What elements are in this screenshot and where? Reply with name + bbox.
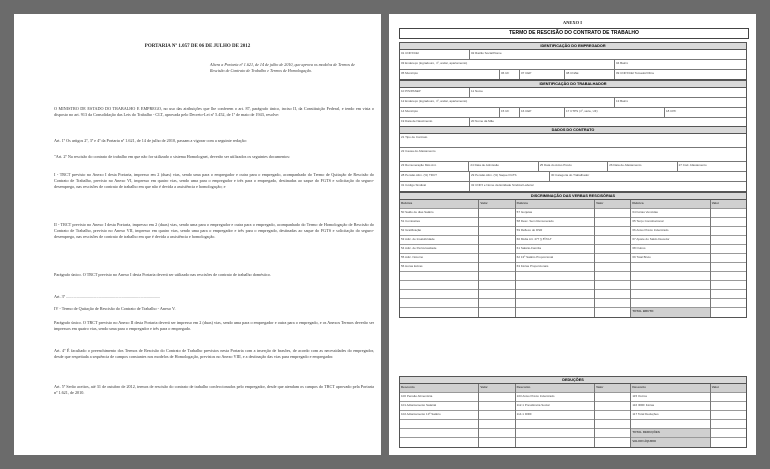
amount-row: 68 Outros <box>631 245 709 254</box>
amount-row: 65 Terço Constitucional <box>631 218 709 227</box>
deduction-row: 103 Aviso Prévio Indenizado <box>516 393 594 402</box>
column-header: Valor <box>479 384 514 393</box>
contract-section-header: DADOS DO CONTRATO <box>400 127 746 134</box>
form-field: 11 Nome <box>471 89 483 93</box>
column-header: Desconto <box>516 384 594 393</box>
column-header: Rubrica <box>516 200 594 209</box>
ordinance-abstract: Altera a Portaria nº 1.621, de 14 de julho de 2010, que aprova os modelos de Termos de Rescisão de Contrato de Trabalho e Termos de Homologação. <box>210 62 355 73</box>
form-field: 24 Data de Admissão <box>469 162 538 171</box>
form-field: 14 Município <box>400 108 500 117</box>
form-field: 23 Remuneração Mês Ant. <box>400 162 469 171</box>
item-1: I - TRCT previsto no Anexo I desta Portaria, impresso em 2 (duas) vias, sendo uma para o empregador e outra para o empregado, acompanhado do Termo de Quitação de Rescisão do Contrato de Trabalho, previsto no Anexo VI, impresso em quatro vias, sendo uma para o empregador e três para o empregado, destinadas ao saque do FGTS e solicitação do seguro-desemprego, nas rescisões de contrato de trabalho em que não é devida a assistência e homologação; e <box>54 172 374 189</box>
deduction-row: 116 IRRF Férias <box>631 402 709 411</box>
form-field: 08 CNAE <box>565 70 615 79</box>
contract-section <box>399 126 747 192</box>
form-field: 12 Endereço (logradouro, nº, andar, apartamento) <box>400 98 615 107</box>
form-field: 06 UF <box>500 70 520 79</box>
form-field: 26 Data de Afastamento <box>608 162 677 171</box>
column-header: Valor <box>711 200 746 209</box>
item-4: IV - Termo de Quitação de Rescisão do Contrato de Trabalho - Anexo V. <box>54 306 176 311</box>
amounts-section <box>399 192 747 318</box>
form-field: 25 Data do Aviso Prévio <box>539 162 608 171</box>
form-field: 16 CEP <box>520 108 565 117</box>
employer-section-header: IDENTIFICAÇÃO DO EMPREGADOR <box>400 43 746 50</box>
amount-row: 56 Horas Extras <box>400 263 478 272</box>
form-field: 28 Pensão Alim. (%) TRCT <box>400 172 470 181</box>
amount-row: 67 Ajuste do Saldo Devedor <box>631 236 709 245</box>
form-field: 19 Data de Nascimento <box>400 118 470 127</box>
deduction-row: 102 Adiantamento 13º Salário <box>400 411 478 420</box>
form-field: 32 CNPJ e Nome da Entidade Sindical Laboral <box>471 183 534 187</box>
amount-row: 54 Adic. de Periculosidade <box>400 245 478 254</box>
amount-row: 55 Adic. Noturno <box>400 254 478 263</box>
deduction-row: 101 Adiantamento Salarial <box>400 402 478 411</box>
form-field: 27 Cód. Afastamento <box>678 163 707 167</box>
column-header: Desconto <box>631 384 709 393</box>
form-field: 02 Razão Social/Nome <box>471 51 502 55</box>
column-header: Rubrica <box>631 200 709 209</box>
form-field: 17 CTPS (nº, série, UF) <box>565 108 665 117</box>
form-field: 29 Pensão Alim. (%) Saque FGTS <box>470 172 550 181</box>
form-field: 13 Bairro <box>616 99 629 103</box>
form-field: 09 CNPJ/CEI Tomador/Obra <box>616 71 654 75</box>
form-field: 15 UF <box>500 108 520 117</box>
form-field: 04 Bairro <box>616 61 629 65</box>
amount-row: 50 Saldo de dias Salário <box>400 209 478 218</box>
form-field: 10 PIS/PASEP <box>400 88 470 97</box>
amount-row: 59 Reflexo do DSR <box>516 227 594 236</box>
paragraph-1: Parágrafo único. O TRCT previsto no Anexo I desta Portaria deverá ser utilizado nas rescisões de contrato de trabalho doméstico. <box>54 272 271 277</box>
form-title: TERMO DE RESCISÃO DO CONTRATO DE TRABALHO <box>399 28 749 39</box>
left-document-page <box>14 14 381 455</box>
form-field: 31 Código Sindical <box>400 182 470 191</box>
amount-row: 60 Multa Art. 477 § 8º/CLT <box>516 236 594 245</box>
deduction-row: 114.1 IRRF <box>516 411 594 420</box>
article-4: Art. 4º É facultado o preenchimento dos Termos de Rescisão do Contrato de Trabalho previstos nesta Portaria com a inserção de brasões, de acordo com as necessidades do empregador, desde que respeitada a sequência de campos constantes nos modelos de Homologação, previstos no Anexo VIII, e a destinação das vias para empregado e empregador. <box>54 348 374 359</box>
ordinance-title: PORTARIA Nº 1.057 DE 06 DE JULHO DE 2012 <box>144 44 251 49</box>
amount-row: 64 Férias Vencidas <box>631 209 709 218</box>
article-5: Art. 5º Serão aceitos, até 31 de outubro de 2012, termos de rescisão do contrato de trabalho confeccionados pelo empregador, desde que atendam os campos do TRCT aprovado pela Portaria nº 1.621, de 2010. <box>54 384 374 395</box>
form-field: 21 Tipo de Contrato <box>401 135 428 139</box>
form-field: 03 Endereço (logradouro, nº, andar, apartamento) <box>400 60 615 69</box>
item-2: II - TRCT previsto no Anexo I desta Portaria, impresso em 2 (duas) vias, sendo uma para o empregador e outra para o empregado, acompanhado do Termo de Homologação de Rescisão do Contrato de Trabalho, previsto no Anexo VII, impresso em quatro vias, sendo uma para o empregador e três para o empregado, destinadas ao saque do FGTS e solicitação do seguro-desemprego, nas rescisões de contrato de trabalho em que é devida a assistência e homologação. <box>54 222 374 239</box>
amount-row: 52 Gratificação <box>400 227 478 236</box>
column-header: Desconto <box>400 384 478 393</box>
amount-row: 66 Aviso Prévio Indenizado <box>631 227 709 236</box>
form-field: 07 CEP <box>520 70 565 79</box>
form-field: 22 Causa do Afastamento <box>401 149 436 153</box>
article-1: Art. 1º Os artigos 2º, 3º e 4º da Portaria nº 1.621, de 14 de julho de 2010, passam a vigorar com a seguinte redação: <box>54 138 247 143</box>
employee-section-header: IDENTIFICAÇÃO DO TRABALHADOR <box>400 81 746 88</box>
column-header: Valor <box>595 384 630 393</box>
employee-section <box>399 80 747 128</box>
form-field: 01 CNPJ/CEI <box>400 50 470 59</box>
amount-row: 57 Gorjetas <box>516 209 594 218</box>
deduction-row: 112.1 Previdência Social <box>516 402 594 411</box>
article-3: Art. 3º .......................................................................................... <box>54 294 161 299</box>
amount-row: 69 Total Bruto <box>631 254 709 263</box>
column-header: Rubrica <box>400 200 478 209</box>
amount-row: 58 Desc. Sem Remunerado <box>516 218 594 227</box>
deductions-section <box>399 376 747 448</box>
deduction-row: 117 Total Deduções <box>631 411 709 420</box>
amount-row: 63 Férias Proporcionais <box>516 263 594 272</box>
intro-paragraph: O MINISTRO DE ESTADO DO TRABALHO E EMPREGO, no uso das atribuições que lhe conferem o art. 87, parágrafo único, inciso II, da Constituição Federal, e tendo em vista o disposto no art. 913 da Consolidação das Leis do Trabalho - CLT, aprovada pelo Decreto-Lei nº 5.452, de 1º de maio de 1943, resolve: <box>54 106 374 117</box>
deductions-section-header: DEDUÇÕES <box>400 377 746 384</box>
amount-row: 62 13º Salário Proporcional <box>516 254 594 263</box>
annex-label: ANEXO I <box>562 20 583 25</box>
deduction-row: 100 Pensão Alimentícia <box>400 393 478 402</box>
net-value-label: VALOR LÍQUIDO <box>631 438 709 447</box>
right-form-page <box>389 14 756 455</box>
form-field: 05 Município <box>400 70 500 79</box>
amount-row: 51 Comissões <box>400 218 478 227</box>
form-field: 30 Categoria do Trabalhador <box>551 173 590 177</box>
amount-row: 61 Salário-Família <box>516 245 594 254</box>
employer-section <box>399 42 747 80</box>
amount-row: 53 Adic. de Insalubridade <box>400 236 478 245</box>
paragraph-2: Parágrafo único. O TRCT previsto no Anexo II desta Portaria deverá ser impresso em 2 (duas) vias, sendo uma para o empregador e outra para o empregado, e os Anexos Termos deverão ser impressos em quatro vias, sendo uma para o empregador e três para o empregado. <box>54 320 374 331</box>
amounts-section-header: DISCRIMINAÇÃO DAS VERBAS RESCISÓRIAS <box>400 193 746 200</box>
total-gross-label: TOTAL BRUTO <box>631 308 709 317</box>
form-field: 18 CPF <box>666 109 677 113</box>
deduction-row: 115 Outros <box>631 393 709 402</box>
form-field: 20 Nome da Mãe <box>471 119 495 123</box>
article-2: "Art. 2º Na rescisão do contrato de trabalho em que não for utilizado o sistema Homolognet, deverão ser utilizados os seguintes documentos: <box>54 154 291 159</box>
total-deductions-label: TOTAL DEDUÇÕES <box>631 429 709 438</box>
column-header: Valor <box>595 200 630 209</box>
column-header: Valor <box>479 200 514 209</box>
column-header: Valor <box>711 384 746 393</box>
